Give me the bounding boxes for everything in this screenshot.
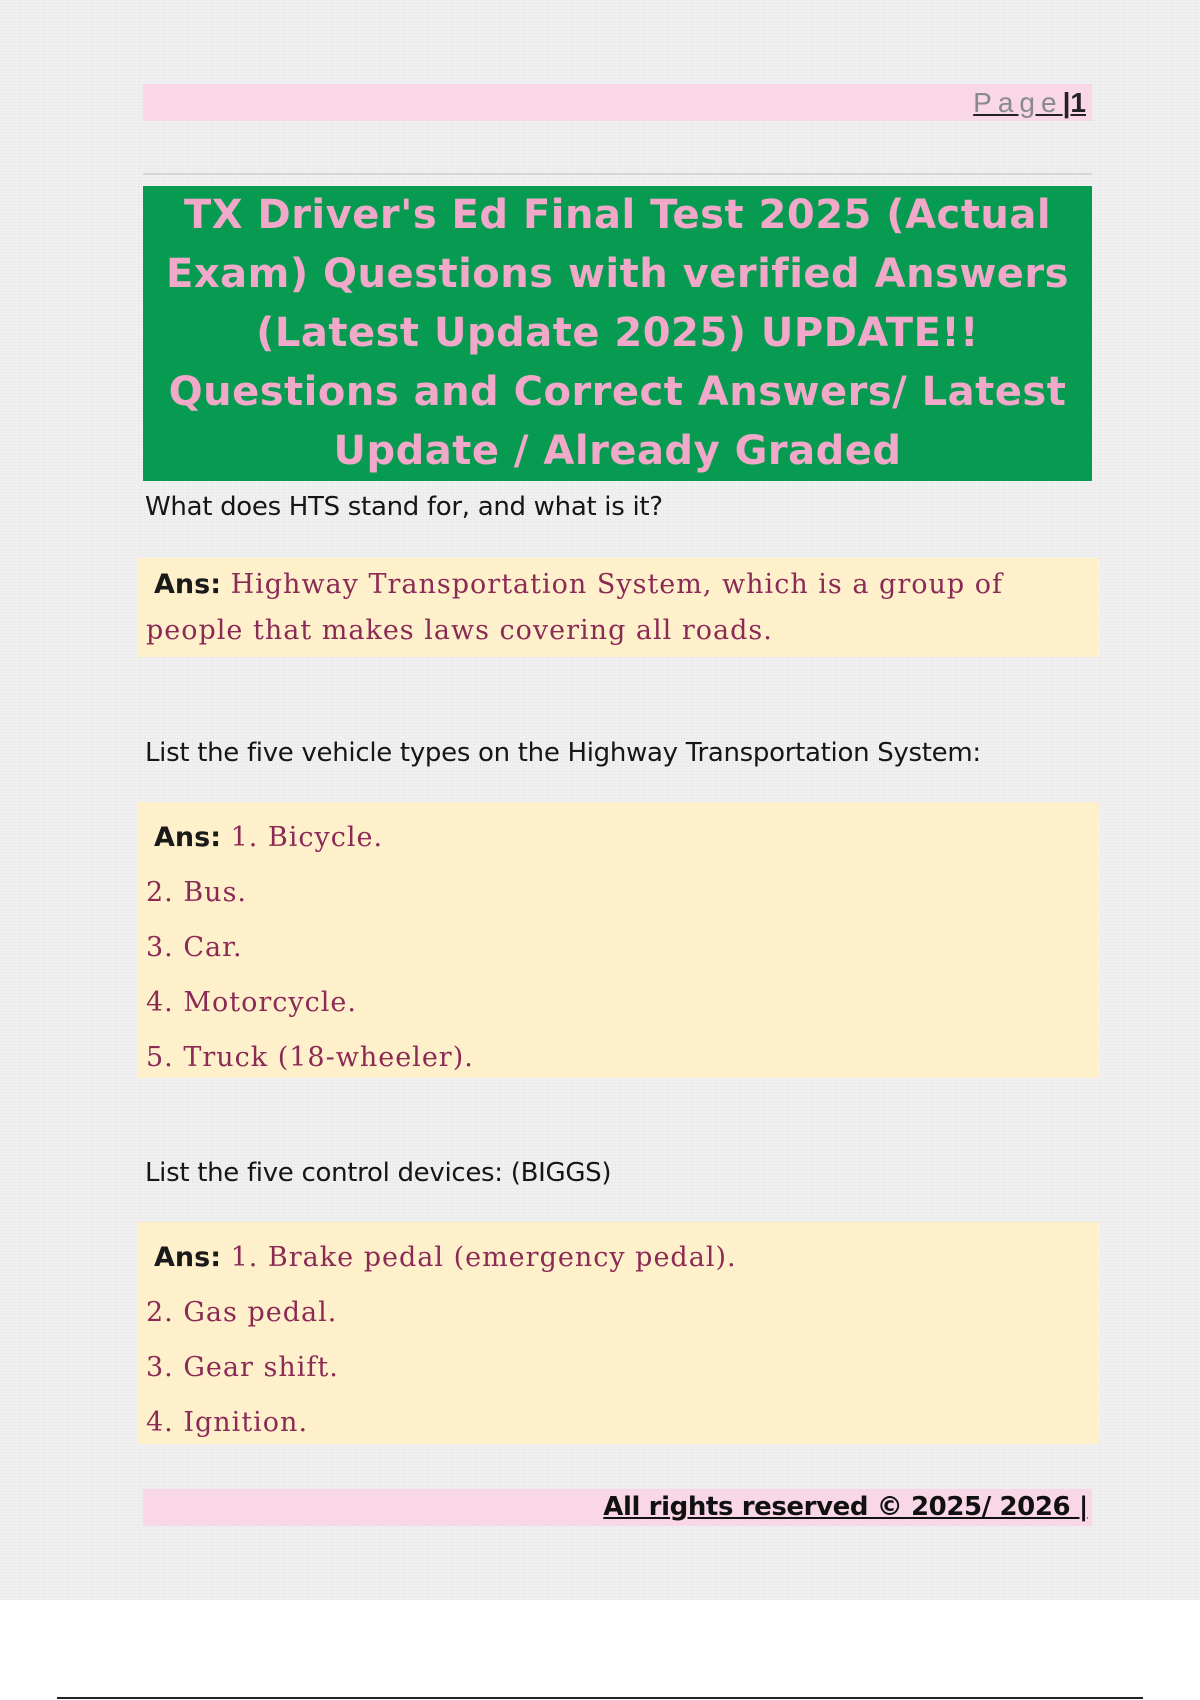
answer-label: Ans: xyxy=(154,569,221,600)
answer-text: Highway Transportation System, which is a group of people that makes laws covering all roads. xyxy=(146,569,1003,646)
page-label: Page xyxy=(973,87,1063,118)
answer-text: 1. Brake pedal (emergency pedal). xyxy=(230,1242,737,1273)
bottom-divider xyxy=(57,1697,1143,1699)
answer-label: Ans: xyxy=(154,822,221,853)
answer-box-2 xyxy=(138,802,1099,1078)
answer-line xyxy=(146,562,1099,654)
question-3: List the five control devices: (BIGGS) xyxy=(145,1158,612,1188)
document-title: TX Driver's Ed Final Test 2025 (Actual Exam) Questions with verified Answers (Latest Update 2025) UPDATE!! Questions and Correct Answers/ Latest Update / Already Graded xyxy=(166,192,1069,474)
answer-line: 4. Motorcycle. xyxy=(146,987,357,1018)
header-divider xyxy=(143,173,1092,175)
question-1: What does HTS stand for, and what is it? xyxy=(145,492,663,522)
answer-text: 1. Bicycle. xyxy=(230,822,384,853)
answer-line: 3. Gear shift. xyxy=(146,1352,339,1383)
copyright-notice: All rights reserved © 2025/ 2026 | xyxy=(603,1492,1088,1522)
answer-line: 4. Ignition. xyxy=(146,1407,309,1438)
answer-line: 5. Truck (18-wheeler). xyxy=(146,1042,474,1073)
answer-line: 2. Bus. xyxy=(146,877,248,908)
answer-line: 2. Gas pedal. xyxy=(146,1297,338,1328)
question-2: List the five vehicle types on the Highway Transportation System: xyxy=(145,738,981,768)
answer-line: 3. Car. xyxy=(146,932,243,963)
answer-line xyxy=(146,810,1099,865)
page-number-indicator xyxy=(973,84,1086,121)
title-banner xyxy=(143,186,1092,481)
answer-line xyxy=(146,1230,1099,1285)
page-separator: | xyxy=(1062,87,1071,118)
answer-label: Ans: xyxy=(154,1242,221,1273)
header-bar xyxy=(143,84,1092,121)
page-number: 1 xyxy=(1070,87,1086,118)
answer-box-1 xyxy=(138,558,1099,657)
answer-box-3 xyxy=(138,1222,1099,1444)
footer-bar xyxy=(143,1489,1092,1526)
